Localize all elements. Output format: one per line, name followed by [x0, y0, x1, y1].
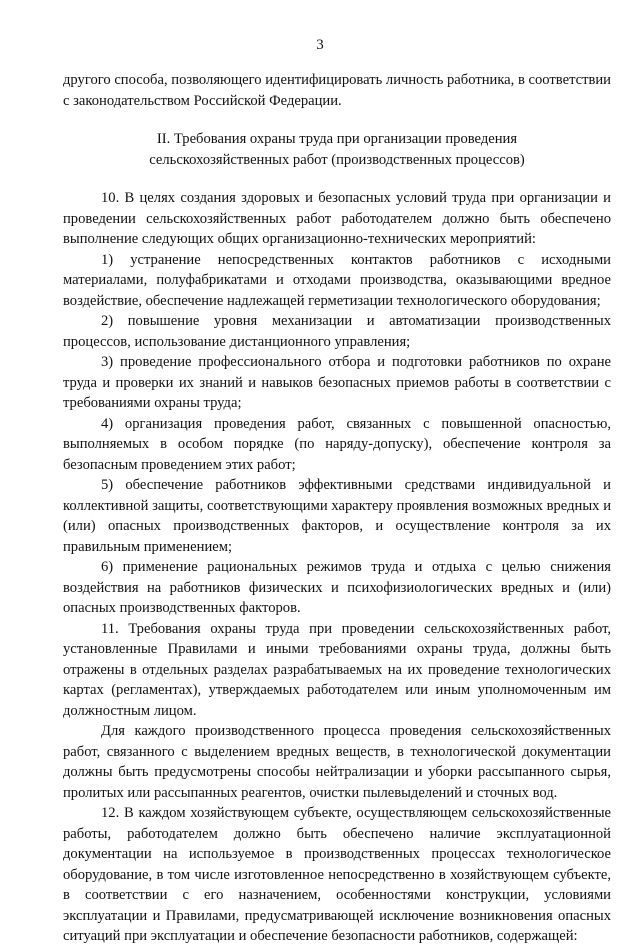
list-item-4: 4) организация проведения работ, связанных с повышенной опасностью, выполняемых в особом порядке (по наряду-допуску), обеспечение контроля за безопасным проведением этих работ;	[63, 415, 611, 473]
paragraph-12: 12. В каждом хозяйствующем субъекте, осуществляющем сельскохозяйственные работы, работодателем должно быть обеспечено наличие эксплуатационной документации на используемое в производственных процессах технологическое оборудование, в том числе изготовленное непосредственно в хозяйствующем субъекте, в соответствии с его назначением, особенностями конструкции, условиями эксплуатации и Правилами, предусматривающей исключение возникновения опасных ситуаций при эксплуатации и обеспечение безопасности работников, содержащей:	[63, 805, 611, 944]
intro-paragraph: другого способа, позволяющего идентифицировать личность работника, в соответствии с законодательством Российской Федерации.	[63, 72, 611, 109]
list-item-5: 5) обеспечение работников эффективными средствами индивидуальной и коллективной защиты, соответствующими характеру проявления возможных вредных и (или) опасных производственных факторов, и осуществление контроля за их правильным применением;	[63, 477, 611, 555]
list-item-1: 1) устранение непосредственных контактов работников с исходными материалами, полуфабрикатами и отходами производства, оказывающими вредное воздействие, обеспечение надлежащей герметизации технологического оборудования;	[63, 251, 611, 309]
page-number: 3	[316, 37, 324, 53]
list-item-2: 2) повышение уровня механизации и автоматизации производственных процессов, использование дистанционного управления;	[63, 313, 611, 350]
paragraph-11: 11. Требования охраны труда при проведении сельскохозяйственных работ, установленные Правилами и иными требованиями охраны труда, должны быть отражены в отдельных разделах разрабатываемых на их проведение технологических картах (регламентах), утверждаемых работодателем или иным уполномоченным им должностным лицом.	[63, 620, 611, 719]
paragraph-10: 10. В целях создания здоровых и безопасных условий труда при организации и проведении сельскохозяйственных работ работодателем должно быть обеспечено выполнение следующих общих организационно-технических мероприятий:	[63, 190, 611, 247]
list-item-3: 3) проведение профессионального отбора и подготовки работников по охране труда и проверки их знаний и навыков безопасных приемов работы в соответствии с требованиями охраны труда;	[63, 354, 611, 411]
list-item-6: 6) применение рациональных режимов труда и отдыха с целью снижения воздействия на работников физических и психофизиологических вредных и (или) опасных производственных факторов.	[63, 559, 611, 616]
document-body	[63, 70, 611, 947]
section-heading-line-1: II. Требования охраны труда при организации проведения	[156, 131, 518, 147]
section-heading-line-2: сельскохозяйственных работ (производственных процессов)	[149, 151, 525, 168]
section-heading	[63, 129, 611, 170]
paragraph-11-continued: Для каждого производственного процесса проведения сельскохозяйственных работ, связанного с выделением вредных веществ, в технологической документации должны быть предусмотрены способы нейтрализации и уборки рассыпанного сырья, пролитых или рассыпанных реагентов, очистки пылевыделений и сточных вод.	[63, 723, 611, 801]
